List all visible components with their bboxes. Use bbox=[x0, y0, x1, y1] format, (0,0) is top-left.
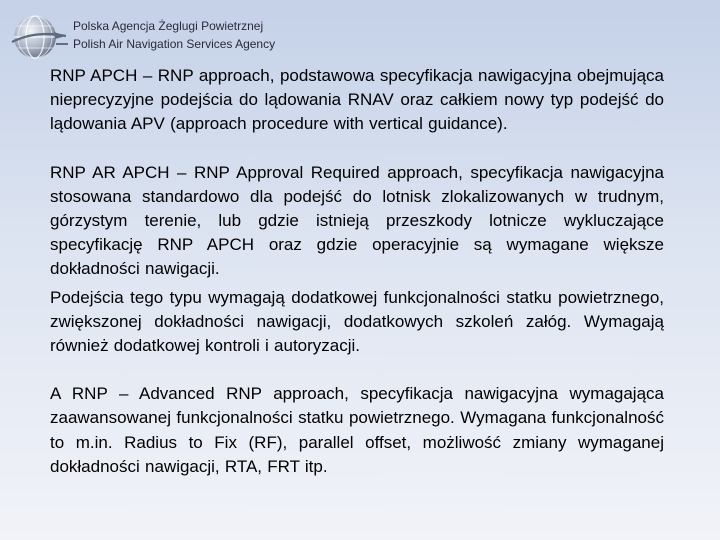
paragraph-a-rnp: A RNP – Advanced RNP approach, specyfikacja nawigacyjna wymagająca zaawansowanej funkcjonalności statku powietrznego. Wymagana funkcjonalność to m.in. Radius to Fix (RF), parallel offset, możliwość zmiany wymaganej dokładności nawigacji, RTA, FRT itp. bbox=[50, 384, 664, 476]
paragraph-rnp-apch: RNP APCH – RNP approach, podstawowa specyfikacja nawigacyjna obejmująca nieprecyzyjne podejścia do lądowania RNAV oraz całkiem nowy typ podejść do lądowania APV (approach procedure with vertical guidance). bbox=[50, 66, 664, 134]
org-name-polish: Polska Agencja Żeglugi Powietrznej bbox=[73, 19, 264, 33]
paragraph-rnp-ar-apch: RNP AR APCH – RNP Approval Required approach, specyfikacja nawigacyjna stosowana standardowo dla podejść do lotnisk zlokalizowanych w trudnym, górzystym terenie, lub gdzie istnieją przeszkody lotnicze wykluczające specyfikację RNP APCH oraz gdzie operacyjnie są wymagane większe dokładności nawigacji. bbox=[50, 162, 664, 279]
header bbox=[8, 6, 708, 68]
slide-body bbox=[50, 64, 664, 479]
globe-swoosh-logo-icon bbox=[8, 6, 70, 68]
org-name-english: Polish Air Navigation Services Agency bbox=[73, 37, 276, 51]
paragraph-requirements: Podejścia tego typu wymagają dodatkowej funkcjonalności statku powietrznego, zwiększonej dokładności nawigacji, dodatkowych szkoleń załóg. Wymagają również dodatkowej kontroli i autoryzacji. bbox=[50, 287, 664, 356]
